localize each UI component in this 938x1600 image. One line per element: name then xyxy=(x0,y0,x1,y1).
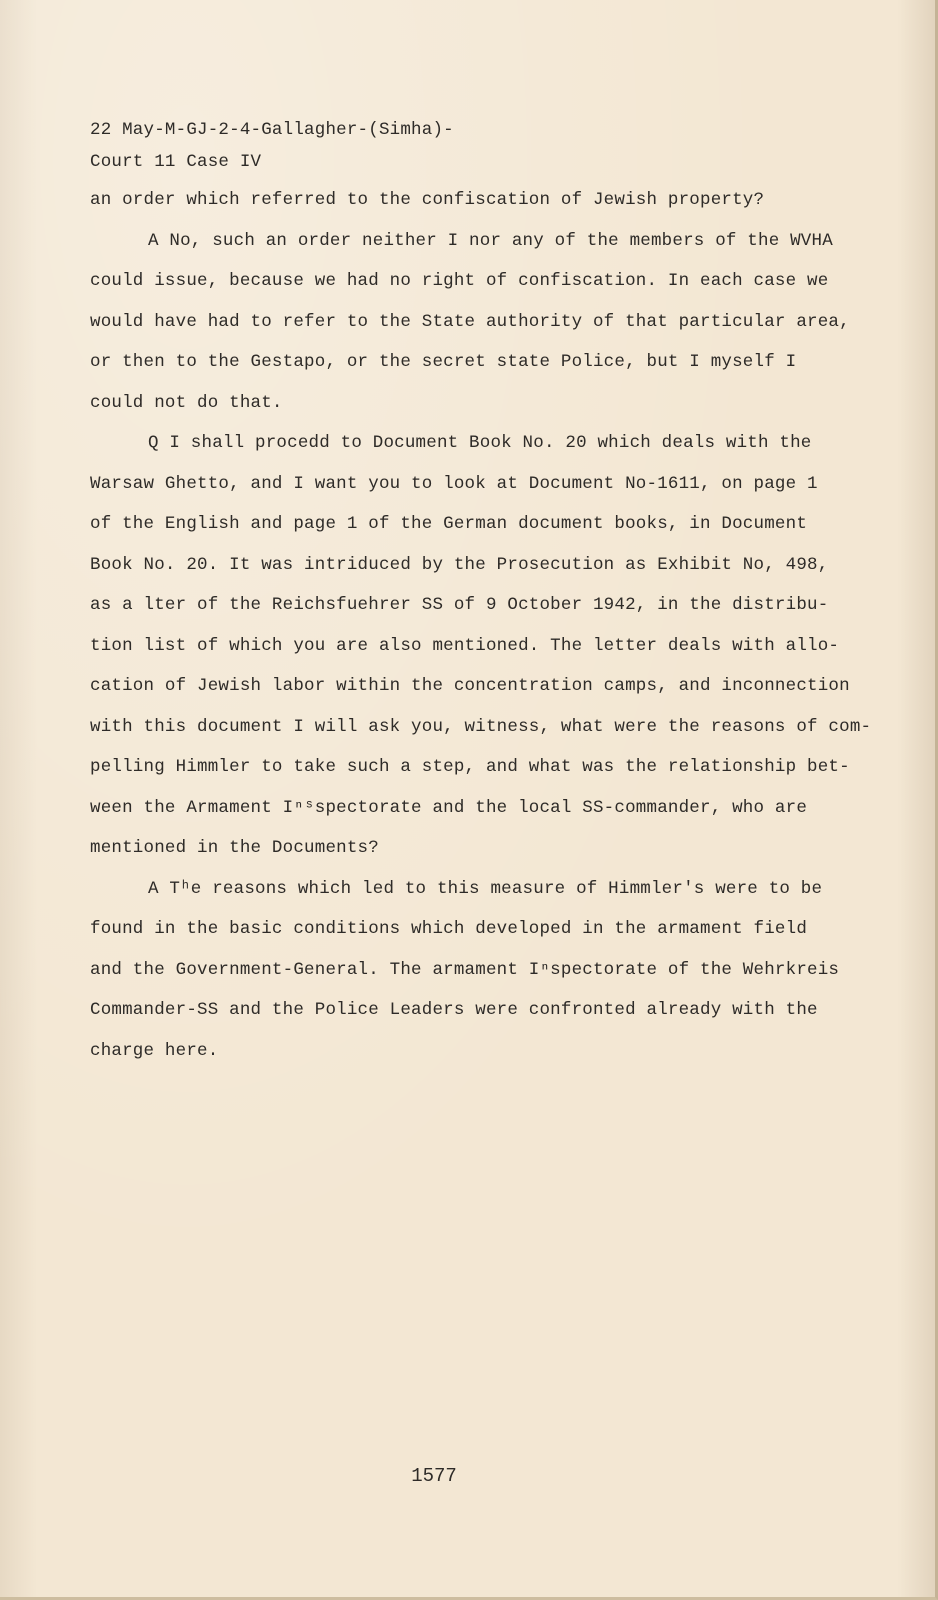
transcript-body xyxy=(90,180,872,1071)
transcript-line: and the Government-General. The armament Iⁿspectorate of the Wehrkreis xyxy=(90,959,840,980)
document-reference: 22 May-M-GJ-2-4-Gallagher-(Simha)- xyxy=(90,120,454,140)
transcript-line: could not do that. xyxy=(90,392,283,413)
transcript-line: charge here. xyxy=(90,1040,219,1061)
transcript-line: with this document I will ask you, witness, what were the reasons of com- xyxy=(90,716,872,737)
transcript-line: Book No. 20. It was intriduced by the Prosecution as Exhibit No, 498, xyxy=(90,554,829,575)
transcript-line: mentioned in the Documents? xyxy=(90,838,379,858)
transcript-line: or then to the Gestapo, or the secret state Police, but I myself I xyxy=(90,352,797,372)
transcript-line: tion list of which you are also mentioned. The letter deals with allo- xyxy=(90,635,840,656)
transcript-line: as a lter of the Reichsfuehrer SS of 9 October 1942, in the distribu- xyxy=(90,595,829,615)
transcript-line: Commander-SS and the Police Leaders were confronted already with the xyxy=(90,1000,818,1020)
answer-start-line: A No, such an order neither I nor any of the members of the WVHA xyxy=(148,230,833,251)
transcript-line: pelling Himmler to take such a step, and what was the relationship bet- xyxy=(90,757,850,777)
transcript-line: an order which referred to the confiscation of Jewish property? xyxy=(90,190,765,210)
transcript-line: ween the Armament Iⁿˢspectorate and the local SS-commander, who are xyxy=(90,797,808,818)
page-number: 1577 xyxy=(411,1465,457,1487)
question-start-line: Q I shall procedd to Document Book No. 20 which deals with the xyxy=(148,433,812,453)
transcript-line: could issue, because we had no right of confiscation. In each case we xyxy=(90,271,829,291)
transcript-line: would have had to refer to the State authority of that particular area, xyxy=(90,311,850,332)
transcript-line: cation of Jewish labor within the concentration camps, and inconnection xyxy=(90,676,850,696)
transcript-line: Warsaw Ghetto, and I want you to look at Document No-1611, on page 1 xyxy=(90,473,818,494)
transcript-line: found in the basic conditions which developed in the armament field xyxy=(90,919,808,939)
court-case-line: Court 11 Case IV xyxy=(90,152,262,172)
transcript-line: of the English and page 1 of the German document books, in Document xyxy=(90,514,808,534)
answer-start-line: A Tʰe reasons which led to this measure of Himmler's were to be xyxy=(148,878,823,899)
